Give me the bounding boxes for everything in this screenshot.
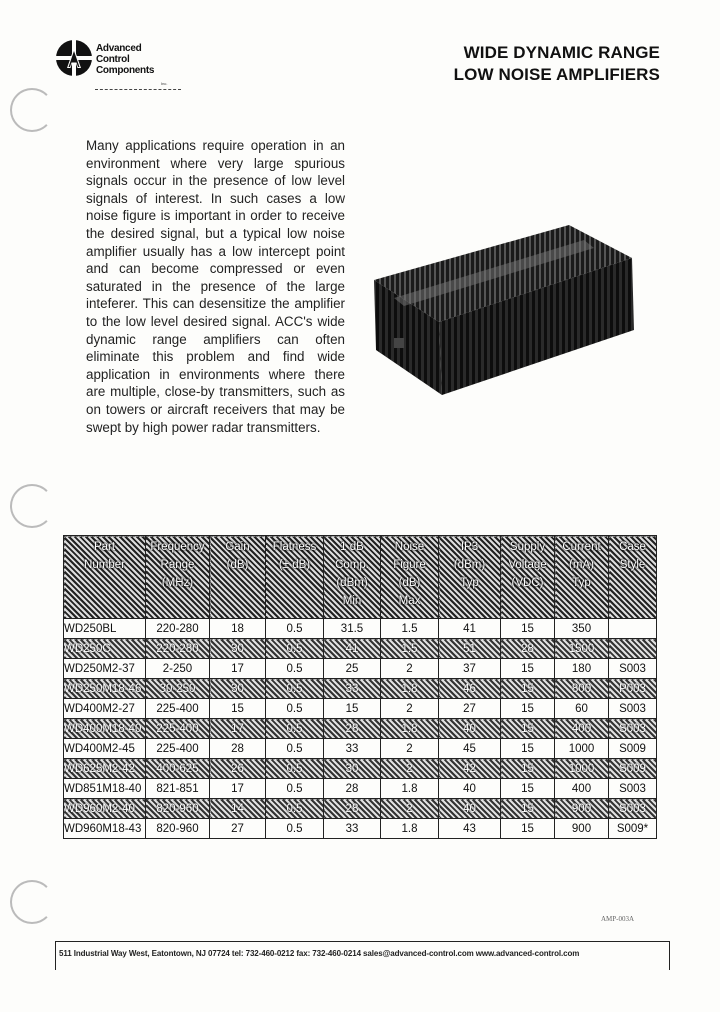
- table-cell: 33: [324, 679, 381, 699]
- table-cell: 41: [439, 619, 501, 639]
- table-row: [64, 819, 657, 839]
- table-cell: 400: [555, 779, 609, 799]
- table-cell: 2: [381, 699, 439, 719]
- title-line-2: LOW NOISE AMPLIFIERS: [453, 65, 660, 84]
- table-cell: 30: [324, 759, 381, 779]
- table-cell: 27: [210, 819, 266, 839]
- punch-hole-middle: [10, 484, 54, 528]
- table-cell: 27: [439, 699, 501, 719]
- table-cell: 15: [501, 719, 555, 739]
- table-cell: 37: [439, 659, 501, 679]
- table-cell: 30: [210, 679, 266, 699]
- table-cell: 400-625: [146, 759, 210, 779]
- table-row: [64, 779, 657, 799]
- part-number-cell: WD960M18-43: [64, 819, 146, 839]
- table-cell: 225-400: [146, 699, 210, 719]
- table-cell: 400: [555, 719, 609, 739]
- column-header: [501, 536, 555, 619]
- table-row: [64, 699, 657, 719]
- punch-hole-top: [10, 88, 54, 132]
- table-cell: 15: [501, 619, 555, 639]
- table-cell: 15: [324, 699, 381, 719]
- table-cell: 17: [210, 779, 266, 799]
- table-cell: 15: [210, 699, 266, 719]
- table-cell: 25: [324, 659, 381, 679]
- table-cell: 1000: [555, 759, 609, 779]
- column-header-line: Range: [160, 559, 195, 571]
- column-header-line: Case: [619, 541, 646, 553]
- table-cell: 0.5: [266, 719, 324, 739]
- table-cell: 17: [210, 659, 266, 679]
- table-cell: 0.5: [266, 759, 324, 779]
- table-cell: 26: [210, 759, 266, 779]
- title-line-1: WIDE DYNAMIC RANGE: [463, 43, 660, 62]
- table-cell: 0.5: [266, 739, 324, 759]
- column-header-line: Min: [342, 595, 362, 607]
- table-row: [64, 639, 657, 659]
- column-header: [146, 536, 210, 619]
- table-cell: 15: [501, 759, 555, 779]
- table-body: [64, 619, 657, 839]
- table-cell: 40: [439, 779, 501, 799]
- table-row: [64, 619, 657, 639]
- table-header: [64, 536, 657, 619]
- table-cell: 40: [439, 799, 501, 819]
- table-cell: 821-851: [146, 779, 210, 799]
- column-header-line: IP3: [460, 541, 479, 553]
- table-cell: S003: [609, 699, 657, 719]
- specifications-table: [63, 535, 657, 839]
- table-cell: 1000: [555, 739, 609, 759]
- part-number-cell: WD400M2-45: [64, 739, 146, 759]
- table-cell: S003: [609, 659, 657, 679]
- column-header-line: Comp.: [335, 559, 369, 571]
- table-cell: 2: [381, 799, 439, 819]
- column-header: [439, 536, 501, 619]
- column-header: [324, 536, 381, 619]
- intro-paragraph: Many applications require operation in an environment where very large spurious signals occur in the presence of low level signals of interest. In such cases a low noise figure is important in order to receive the desired signal, but a typical low noise amplifier usually has a low intercept point and can become compressed or even saturated in the presence of the large inteferer. This can desensitize the amplifier to the low level desired signal. ACC's wide dynamic range amplifiers can often eliminate this problem and find wide application in environments where there are multiple, close-by transmitters, such as on towers or aircraft receivers that may be swept by high power radar transmitters.: [86, 138, 345, 435]
- table-cell: S009*: [609, 819, 657, 839]
- table-cell: 1500: [555, 639, 609, 659]
- table-cell: 900: [555, 819, 609, 839]
- logo-wordmark: [96, 43, 154, 76]
- table-cell: 1.5: [381, 619, 439, 639]
- table-cell: S009: [609, 759, 657, 779]
- table-row: [64, 679, 657, 699]
- table-row: [64, 759, 657, 779]
- table-cell: 28: [501, 639, 555, 659]
- table-row: [64, 739, 657, 759]
- table-cell: 15: [501, 799, 555, 819]
- table-cell: 46: [439, 679, 501, 699]
- table-cell: 2: [381, 759, 439, 779]
- column-header-line: Current: [562, 541, 601, 553]
- table-cell: S003: [609, 779, 657, 799]
- table-cell: [609, 639, 657, 659]
- table-cell: 15: [501, 739, 555, 759]
- table-cell: 1.8: [381, 679, 439, 699]
- table-cell: 0.5: [266, 779, 324, 799]
- part-number-cell: WD625M2-42: [64, 759, 146, 779]
- table-cell: 225-400: [146, 719, 210, 739]
- table-cell: 220-280: [146, 639, 210, 659]
- table-cell: P003: [609, 679, 657, 699]
- table-cell: 28: [324, 799, 381, 819]
- table-cell: 220-280: [146, 619, 210, 639]
- part-number-cell: WD400M2-27: [64, 699, 146, 719]
- table-row: [64, 659, 657, 679]
- column-header: [609, 536, 657, 619]
- column-header-line: Max: [398, 595, 421, 607]
- column-header-line: Noise: [394, 541, 425, 553]
- part-number-cell: WD250M2-37: [64, 659, 146, 679]
- logo-rule: [95, 89, 181, 90]
- column-header-line: Typ: [460, 577, 479, 589]
- table-cell: 350: [555, 619, 609, 639]
- table-cell: 0.5: [266, 679, 324, 699]
- table-cell: 0.5: [266, 659, 324, 679]
- footer-contact-box: [55, 941, 670, 970]
- punch-hole-bottom: [10, 880, 54, 924]
- column-header-line: Supply: [509, 541, 546, 553]
- table-cell: 51: [439, 639, 501, 659]
- table-cell: 1.5: [381, 639, 439, 659]
- table-cell: 28: [210, 739, 266, 759]
- table-cell: 0.5: [266, 699, 324, 719]
- logo-suffix: Inc.: [161, 81, 168, 86]
- column-header-line: (dB): [226, 559, 249, 571]
- column-header-line: Frequency: [150, 541, 205, 553]
- column-header: [381, 536, 439, 619]
- table-cell: S003: [609, 799, 657, 819]
- table-cell: 45: [439, 739, 501, 759]
- column-header-line: (dB): [398, 577, 421, 589]
- document-id: AMP-003A: [600, 915, 634, 923]
- page-title: [454, 42, 660, 86]
- part-number-cell: WD400M18-40: [64, 719, 146, 739]
- table-cell: 15: [501, 779, 555, 799]
- footer-contact: 511 Industrial Way West, Eatontown, NJ 07724 tel: 732-460-0212 fax: 732-460-0214 sales@advanced-control.com www.advanced-control.com: [59, 949, 580, 958]
- header-row: [64, 536, 657, 619]
- table-cell: 2: [381, 739, 439, 759]
- table-cell: 2: [381, 659, 439, 679]
- table-cell: 18: [210, 619, 266, 639]
- table-cell: 15: [501, 659, 555, 679]
- table-cell: 0.5: [266, 619, 324, 639]
- column-header-line: (dBm): [336, 577, 368, 589]
- table-cell: 2-250: [146, 659, 210, 679]
- column-header-line: (dBm): [453, 559, 486, 571]
- table-cell: 14: [210, 799, 266, 819]
- part-number-cell: WD250C: [64, 639, 146, 659]
- amplifier-heatsink-image: [364, 210, 644, 415]
- table-cell: 1.8: [381, 819, 439, 839]
- table-cell: 28: [324, 779, 381, 799]
- column-header-line: Gain: [225, 541, 250, 553]
- table-cell: S009: [609, 739, 657, 759]
- table-cell: S003: [609, 719, 657, 739]
- table-cell: 0.5: [266, 819, 324, 839]
- table-cell: 17: [210, 719, 266, 739]
- logo-line-1: Advanced: [96, 43, 142, 54]
- table-cell: 820-960: [146, 819, 210, 839]
- table-cell: 225-400: [146, 739, 210, 759]
- column-header: [64, 536, 146, 619]
- column-header: [266, 536, 324, 619]
- column-header-line: (± dB): [278, 559, 311, 571]
- column-header-line: Figure: [393, 559, 426, 571]
- table-cell: 0.5: [266, 799, 324, 819]
- table-cell: 43: [439, 819, 501, 839]
- table-cell: 60: [555, 699, 609, 719]
- table-cell: 15: [501, 819, 555, 839]
- part-number-cell: WD851M18-40: [64, 779, 146, 799]
- table-cell: 800: [555, 679, 609, 699]
- logo-line-2: Control: [96, 54, 130, 65]
- table-cell: 820-960: [146, 799, 210, 819]
- part-number-cell: WD250BL: [64, 619, 146, 639]
- column-header-line: (MHz): [161, 577, 194, 589]
- logo-emblem-icon: [55, 39, 93, 77]
- table-cell: 40: [439, 719, 501, 739]
- column-header-line: Typ: [572, 577, 591, 589]
- column-header-line: (VDC): [511, 577, 544, 589]
- logo-line-3: Components: [96, 65, 155, 76]
- part-number-cell: WD960M2-40: [64, 799, 146, 819]
- table-row: [64, 799, 657, 819]
- column-header-line: Number: [84, 559, 125, 571]
- company-logo: [55, 39, 175, 95]
- table-cell: 33: [324, 819, 381, 839]
- table-cell: 33: [324, 739, 381, 759]
- column-header-line: (mA): [569, 559, 594, 571]
- column-header-line: Flatness: [272, 541, 317, 553]
- table-cell: 15: [501, 699, 555, 719]
- table-cell: 1.8: [381, 719, 439, 739]
- table-cell: 28: [324, 719, 381, 739]
- table-cell: 0.5: [266, 639, 324, 659]
- table-cell: 41: [324, 639, 381, 659]
- table-cell: 31.5: [324, 619, 381, 639]
- column-header: [210, 536, 266, 619]
- column-header-line: Part: [93, 541, 116, 553]
- column-header-line: Style: [619, 559, 646, 571]
- table-cell: 42: [439, 759, 501, 779]
- table-cell: [609, 619, 657, 639]
- table-cell: 15: [501, 679, 555, 699]
- table-row: [64, 719, 657, 739]
- table-cell: 1.8: [381, 779, 439, 799]
- table-cell: 900: [555, 799, 609, 819]
- table-cell: 180: [555, 659, 609, 679]
- column-header-line: 1 dB: [340, 541, 364, 553]
- table-cell: 30-250: [146, 679, 210, 699]
- column-header-line: Voltage: [508, 559, 547, 571]
- table-cell: 30: [210, 639, 266, 659]
- column-header: [555, 536, 609, 619]
- part-number-cell: WD250M18-46: [64, 679, 146, 699]
